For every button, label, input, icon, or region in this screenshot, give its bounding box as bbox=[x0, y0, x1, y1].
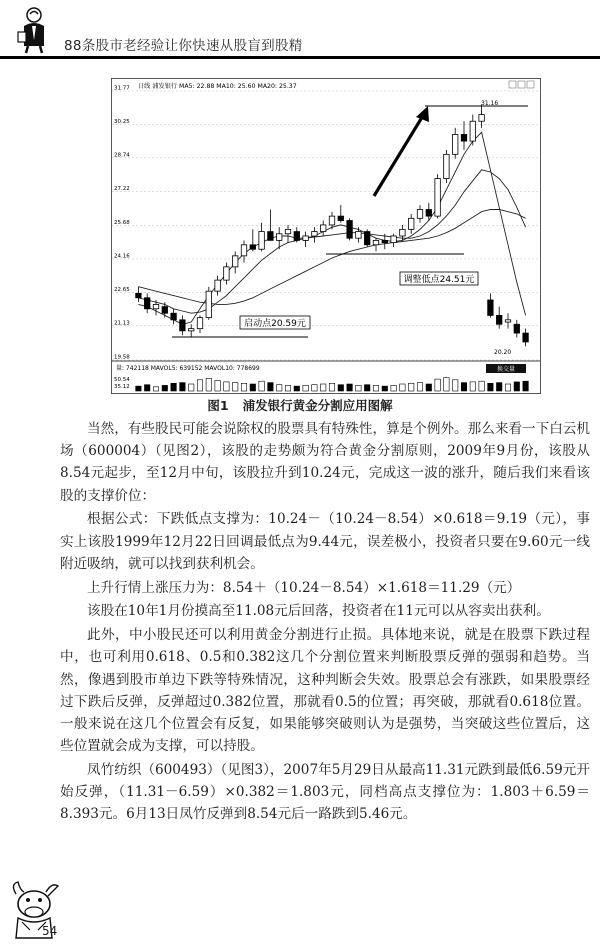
volume-bar bbox=[136, 386, 141, 391]
candle-up bbox=[197, 318, 202, 329]
y-tick-label: 27.22 bbox=[114, 185, 130, 192]
chart-top-legend: 日线 浦发银行 MA5: 22.88 MA10: 25.60 MA20: 25.37 bbox=[138, 83, 297, 90]
candle-up bbox=[444, 154, 449, 178]
candle-up bbox=[232, 256, 237, 267]
volume-bar bbox=[250, 384, 255, 391]
volume-bar bbox=[188, 384, 193, 391]
volume-bar bbox=[356, 385, 361, 391]
candle-down bbox=[180, 320, 185, 331]
candle-down bbox=[514, 324, 519, 333]
volume-bar bbox=[285, 385, 290, 391]
volume-bar bbox=[479, 381, 484, 391]
candle-down bbox=[364, 232, 369, 245]
volume-bar bbox=[268, 383, 273, 391]
candle-down bbox=[171, 313, 176, 320]
volume-bar bbox=[417, 383, 422, 391]
candle-up bbox=[285, 229, 290, 233]
candlestick-chart bbox=[111, 78, 541, 394]
page-number: 54 bbox=[42, 924, 58, 938]
chart-bottom-legend: 量: 742118 MAVOL5: 639152 MAVOL10: 778699 bbox=[116, 365, 260, 372]
candle-down bbox=[496, 315, 501, 324]
volume-bar bbox=[523, 381, 528, 391]
candle-down bbox=[347, 221, 352, 239]
candle-up bbox=[276, 234, 281, 241]
volume-bar bbox=[400, 384, 405, 391]
y-tick-label: 25.68 bbox=[114, 219, 130, 226]
volume-bar bbox=[347, 384, 352, 391]
candle-up bbox=[259, 232, 264, 250]
candle-down bbox=[162, 307, 167, 314]
volume-bar bbox=[180, 383, 185, 391]
y-tick-label: 30.25 bbox=[114, 119, 130, 126]
candle-up bbox=[312, 232, 317, 236]
candle-up bbox=[479, 115, 484, 122]
volume-bar bbox=[488, 383, 493, 391]
volume-bar bbox=[303, 385, 308, 391]
volume-bar bbox=[461, 383, 466, 391]
volume-bar bbox=[320, 384, 325, 391]
volume-bar bbox=[408, 383, 413, 391]
candle-down bbox=[426, 210, 431, 217]
y-tick-label: 31.77 bbox=[114, 85, 130, 92]
candle-up bbox=[417, 210, 422, 219]
volume-bar bbox=[224, 382, 229, 391]
volume-bar bbox=[144, 385, 149, 391]
paragraph: 上升行情上涨压力为：8.54＋（10.24－8.54）×1.618＝11.29（元） bbox=[87, 579, 521, 596]
volume-bar bbox=[153, 387, 158, 391]
volume-bar bbox=[426, 384, 431, 391]
chart-canvas bbox=[112, 79, 540, 393]
body-text bbox=[60, 418, 590, 827]
volume-bar bbox=[171, 383, 176, 391]
candle-up bbox=[224, 267, 229, 280]
candle-up bbox=[400, 229, 405, 236]
y-tick-label: 19.58 bbox=[114, 354, 130, 361]
volume-badge-label: 换交量 bbox=[496, 366, 516, 373]
candle-down bbox=[523, 333, 528, 342]
paragraph: 根据公式：下跌低点支撑为：10.24－（10.24－8.54）×0.618＝9.19（元），事实上该股1999年12月22日回调最低点为9.44元，误差极小，投资者只要在9.60元一线附近吸纳，就可以找到获利机会。 bbox=[60, 511, 590, 572]
volume-bar bbox=[470, 382, 475, 391]
volume-bar bbox=[435, 379, 440, 391]
volume-bars bbox=[136, 378, 529, 391]
candle-up bbox=[215, 280, 220, 291]
candle-down bbox=[294, 232, 299, 241]
candle-up bbox=[320, 225, 325, 232]
volume-bar bbox=[329, 383, 334, 391]
candle-up bbox=[435, 179, 440, 217]
volume-bar bbox=[206, 378, 211, 391]
book-header-title: 88条股市老经验让你快速从股盲到股精 bbox=[64, 38, 303, 54]
volume-bar bbox=[444, 378, 449, 391]
candle-up bbox=[373, 240, 378, 244]
candle-down bbox=[488, 300, 493, 315]
pullback-low-label: 调整低点24.51元 bbox=[403, 275, 475, 285]
y-tick-label: 21.13 bbox=[114, 320, 130, 327]
volume-bar bbox=[215, 381, 220, 392]
volume-bar bbox=[514, 382, 519, 391]
paragraph: 此外，中小股民还可以利用黄金分割进行止损。具体地来说，就是在股票下跌过程中，也可利用0.618、0.5和0.382这几个分割位置来判断股票反弹的强弱和趋势。当然，像遇到股市单边下跌等特殊情况，这种判断会失效。股票总会有涨跌，如果股票经过下跌后反弹，反弹超过0.382位置，那就看0.5的位置；再突破，那就看0.618位置。一般来说在这几个位置会有反复，如果能够突破则认为是强势，当突破这些位置后，这些位置就会成为支撑，可以持股。 bbox=[60, 627, 590, 755]
candle-up bbox=[153, 304, 158, 308]
candle-up bbox=[470, 121, 475, 141]
y-tick-label: 22.65 bbox=[114, 286, 130, 293]
low-price-label: 20.20 bbox=[494, 349, 512, 356]
paragraph: 凤竹纺织（600493）（见图3），2007年5月29日从最高11.31元跌到最低6.59元开始反弹，（11.31－6.59）×0.382＝1.803元，同档高点支撑位为：1.803＋6.59＝8.393元。6月13日凤竹反弹到8.54元后一路跌到5.46元。 bbox=[60, 762, 590, 823]
candle-up bbox=[303, 236, 308, 240]
candle-down bbox=[268, 232, 273, 241]
y-tick-label: 28.74 bbox=[114, 152, 130, 159]
chart-toolbar-icons bbox=[509, 81, 534, 88]
paragraph: 该股在10年1月份摸高至11.08元后回落，投资者在11元可以从容卖出获利。 bbox=[87, 603, 550, 620]
volume-bar bbox=[452, 380, 457, 391]
volume-bar bbox=[241, 383, 246, 391]
candle-up bbox=[408, 218, 413, 229]
volume-bar bbox=[364, 385, 369, 391]
candle-up bbox=[329, 216, 334, 225]
start-point-label: 启动点20.59元 bbox=[244, 319, 306, 329]
volume-bar bbox=[197, 380, 202, 391]
candle-down bbox=[461, 134, 466, 141]
high-price-label: 31.16 bbox=[481, 100, 499, 107]
candle-up bbox=[241, 245, 246, 256]
candle-up bbox=[356, 232, 361, 239]
candle-down bbox=[136, 293, 141, 297]
volume-bar bbox=[232, 383, 237, 391]
figure-caption bbox=[0, 396, 600, 414]
candle-up bbox=[206, 291, 211, 317]
volume-bar bbox=[294, 386, 299, 391]
volume-bar bbox=[496, 383, 501, 391]
candle-down bbox=[250, 245, 255, 249]
candle-up bbox=[452, 134, 457, 154]
y-axis-ticks bbox=[114, 86, 130, 361]
volume-tick-lower: 35.12 bbox=[114, 384, 130, 390]
candle-down bbox=[144, 298, 149, 309]
y-tick-label: 24.16 bbox=[114, 253, 130, 260]
volume-bar bbox=[382, 386, 387, 391]
candle-up bbox=[188, 329, 193, 331]
candle-down bbox=[338, 216, 343, 220]
businessman-mascot-icon bbox=[14, 6, 54, 54]
volume-bar bbox=[391, 385, 396, 391]
trend-arrow bbox=[374, 114, 424, 196]
header-rule bbox=[0, 56, 600, 59]
volume-tick-upper: 50.54 bbox=[114, 377, 130, 383]
volume-bar bbox=[312, 385, 317, 391]
volume-bar bbox=[259, 381, 264, 391]
candle-up bbox=[505, 320, 510, 322]
candle-down bbox=[382, 240, 387, 242]
figure-number: 图1 bbox=[207, 398, 229, 413]
volume-bar bbox=[338, 385, 343, 391]
volume-bar bbox=[373, 385, 378, 391]
figure-caption-text: 浦发银行黄金分割应用图解 bbox=[242, 398, 393, 413]
volume-bar bbox=[505, 384, 510, 391]
candle-up bbox=[391, 236, 396, 243]
volume-bar bbox=[276, 385, 281, 391]
paragraph: 当然，有些股民可能会说除权的股票具有特殊性，算是个例外。那么来看一下白云机场（600004）（见图2），该股的走势颇为符合黄金分割原则，2009年9月份，该股从8.54元起步，至12月中旬，该股拉升到10.24元，完成这一波的涨升，随后我们来看该股的支撑价位： bbox=[60, 421, 590, 504]
volume-bar bbox=[162, 385, 167, 391]
trend-arrow-head bbox=[416, 106, 429, 122]
